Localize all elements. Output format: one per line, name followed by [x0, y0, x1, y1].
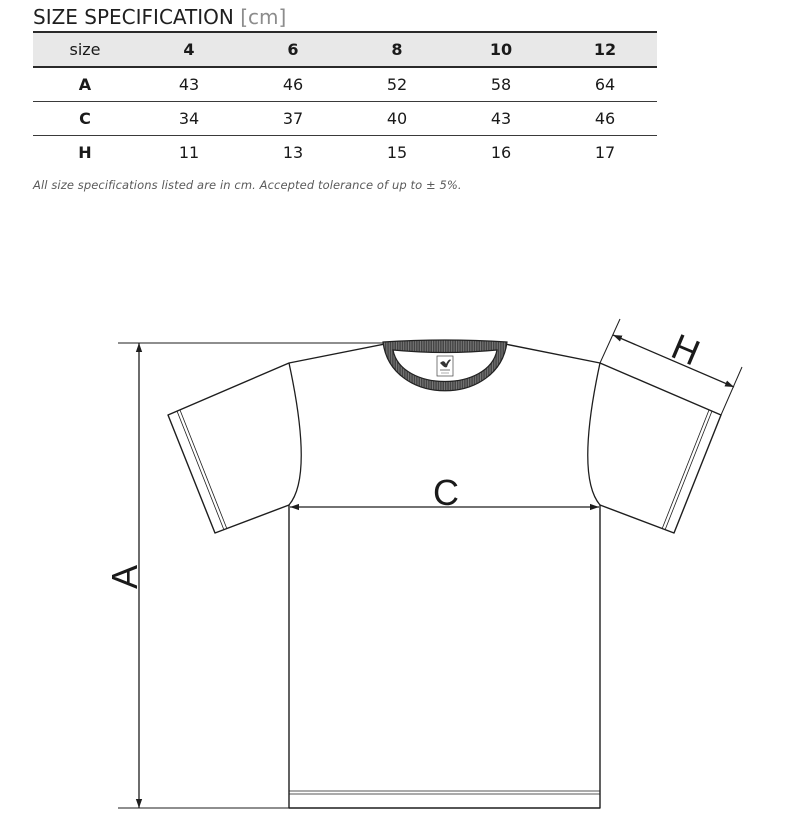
table-cell: 15	[345, 135, 449, 170]
table-cell: 58	[490, 74, 512, 94]
table-cell: 17	[553, 135, 657, 170]
table-cell: 43	[178, 74, 200, 94]
table-cell: 34	[137, 101, 241, 135]
dimension-c-label: C	[433, 472, 459, 513]
dimension-a-label: A	[104, 564, 145, 590]
tolerance-footnote: All size specifications listed are in cm. Accepted tolerance of up to ± 5%.	[33, 178, 462, 192]
dimension-h-label: H	[665, 325, 706, 374]
neck-label-tag	[437, 356, 453, 376]
column-header: 12	[553, 32, 657, 67]
column-header: 10	[449, 32, 553, 67]
column-header: 6	[241, 32, 345, 67]
dimension-h-outer-extension	[721, 367, 742, 415]
table-cell: 37	[241, 101, 345, 135]
table-cell: 52	[386, 74, 408, 94]
table-cell: 43	[449, 101, 553, 135]
row-label: A	[78, 74, 92, 94]
column-header-size: size	[33, 32, 137, 67]
dimension-h-inner-extension	[600, 319, 620, 363]
table-cell: 46	[553, 101, 657, 135]
column-header: 8	[345, 32, 449, 67]
table-cell: 13	[241, 135, 345, 170]
tshirt-outline	[168, 344, 721, 808]
row-label: H	[33, 135, 137, 170]
table-cell: 64	[594, 74, 616, 94]
table-cell: 46	[282, 74, 304, 94]
table-cell: 40	[345, 101, 449, 135]
row-label: C	[33, 101, 137, 135]
title-unit: [cm]	[240, 5, 287, 29]
table-cell: 11	[137, 135, 241, 170]
column-header: 4	[137, 32, 241, 67]
table-cell: 16	[449, 135, 553, 170]
title-text: SIZE SPECIFICATION	[33, 5, 234, 29]
